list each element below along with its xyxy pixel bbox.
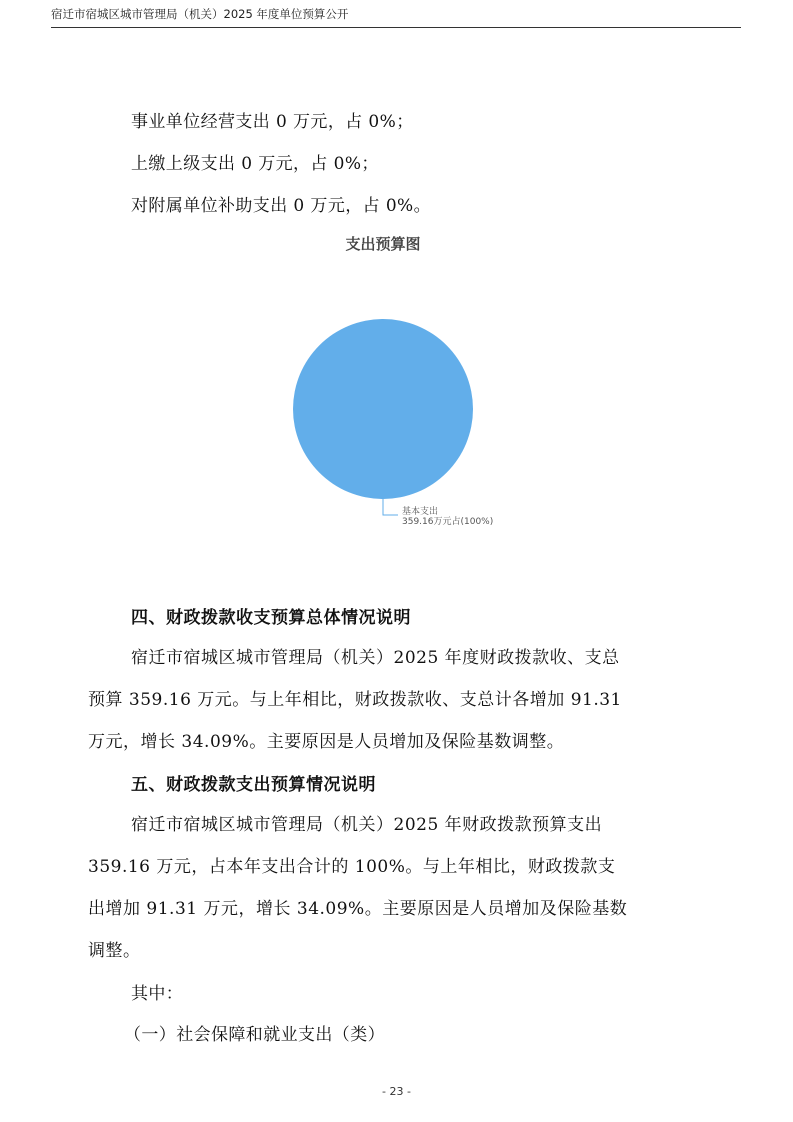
- among-label: 其中：: [131, 984, 184, 1004]
- header-rule: [51, 27, 741, 28]
- section-5-line: 出增加 91.31 万元，增长 34.09%。主要原因是人员增加及保险基数: [88, 899, 628, 919]
- section-4-line: 万元，增长 34.09%。主要原因是人员增加及保险基数调整。: [88, 732, 565, 752]
- section-5-heading: 五、财政拨款支出预算情况说明: [131, 775, 376, 795]
- pie-label-name: 基本支出: [402, 507, 439, 517]
- section-5-line: 调整。: [88, 941, 141, 961]
- intro-line-subsidiary-subsidy: 对附属单位补助支出 0 万元，占 0%。: [131, 196, 431, 216]
- section-4-line: 预算 359.16 万元。与上年相比，财政拨款收、支总计各增加 91.31: [88, 690, 622, 710]
- section-5-paragraph: [88, 804, 718, 972]
- intro-line-business-expense: 事业单位经营支出 0 万元，占 0%；: [131, 112, 414, 132]
- chart-title: 支出预算图: [345, 235, 421, 253]
- pie-leader-line: [383, 499, 398, 515]
- page-header: 宿迁市宿城区城市管理局（机关）2025 年度单位预算公开: [51, 7, 349, 21]
- pie-slice-basic-expense: [293, 319, 473, 499]
- expense-pie-chart: [280, 270, 520, 540]
- section-4-paragraph: [88, 637, 718, 763]
- pie-label-value: 359.16万元占(100%): [402, 517, 494, 527]
- intro-line-upper-payment: 上缴上级支出 0 万元，占 0%；: [131, 154, 379, 174]
- section-4-heading: 四、财政拨款收支预算总体情况说明: [131, 608, 411, 628]
- section-4-line: 宿迁市宿城区城市管理局（机关）2025 年度财政拨款收、支总: [131, 648, 620, 668]
- section-5-line: 359.16 万元，占本年支出合计的 100%。与上年相比，财政拨款支: [88, 857, 616, 877]
- section-5-line: 宿迁市宿城区城市管理局（机关）2025 年财政拨款预算支出: [131, 815, 603, 835]
- page-number: - 23 -: [382, 1085, 411, 1098]
- subsection-1-heading: （一）社会保障和就业支出（类）: [124, 1025, 385, 1045]
